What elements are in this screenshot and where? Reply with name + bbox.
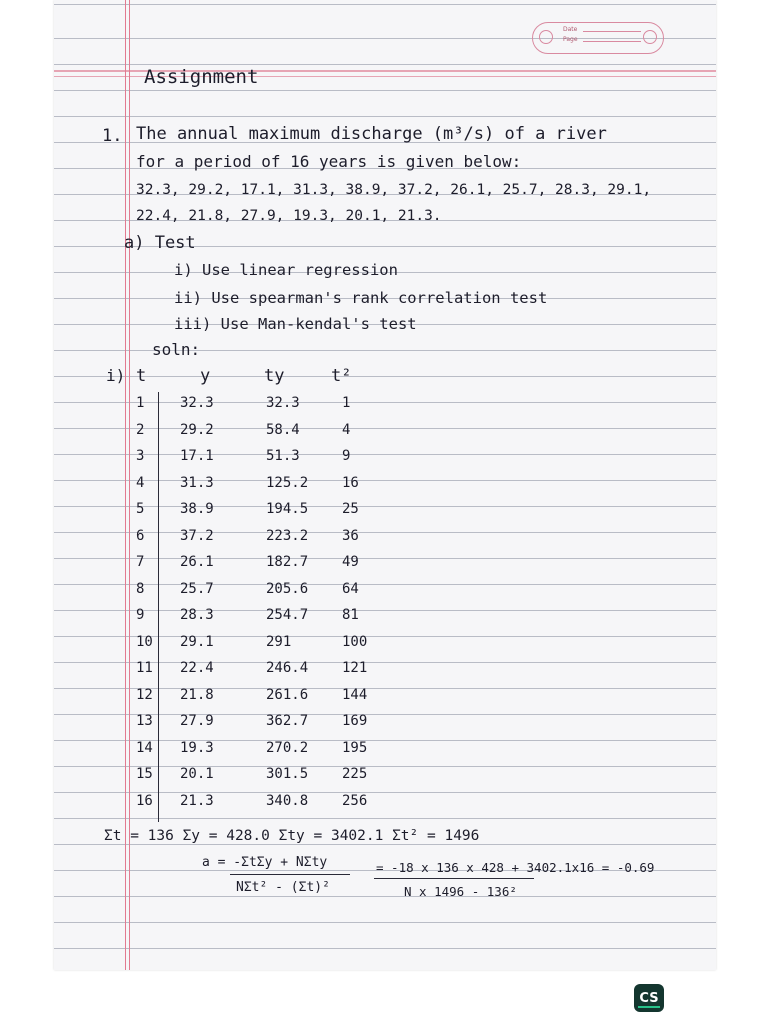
cell-t2: 169 [342, 713, 368, 729]
cell-t: 14 [136, 739, 153, 756]
cell-t: 3 [136, 448, 145, 464]
page-label: Page [563, 36, 578, 43]
cell-y: 19.3 [180, 739, 214, 756]
cell-t: 1 [136, 395, 145, 411]
cell-y: 37.2 [180, 527, 214, 544]
subitem: iii) Use Man-kendal's test [174, 315, 417, 333]
cell-y: 27.9 [180, 713, 214, 729]
cell-ty: 182.7 [266, 554, 309, 570]
cell-ty: 270.2 [266, 739, 309, 756]
cell-t2: 121 [342, 660, 368, 676]
cell-t2: 1 [342, 395, 351, 411]
data-values-line: 32.3, 29.2, 17.1, 31.3, 38.9, 37.2, 26.1, 25.7, 28.3, 29.1, [136, 182, 652, 198]
cell-ty: 246.4 [266, 660, 309, 676]
cell-t: 9 [136, 607, 145, 623]
calculation-numerator: = -18 x 136 x 428 + 3402.1x16 = -0.69 [376, 860, 655, 875]
cell-t: 10 [136, 633, 153, 650]
swirl-icon [643, 30, 657, 44]
cell-y: 31.3 [180, 474, 214, 491]
table-divider [158, 392, 159, 822]
cell-ty: 32.3 [266, 395, 300, 411]
date-label: Date [563, 26, 578, 33]
cell-t2: 64 [342, 580, 359, 597]
solution-part-number: i) [106, 366, 126, 385]
cell-ty: 261.6 [266, 686, 309, 703]
fraction-bar [230, 874, 350, 875]
cell-t2: 256 [342, 792, 368, 809]
cell-t2: 16 [342, 474, 359, 491]
cell-t2: 195 [342, 739, 368, 756]
cell-y: 17.1 [180, 448, 214, 464]
cell-ty: 194.5 [266, 501, 309, 517]
cell-t2: 36 [342, 527, 359, 544]
cell-ty: 340.8 [266, 792, 309, 809]
cell-t2: 100 [342, 633, 368, 650]
cell-t2: 25 [342, 501, 359, 517]
cell-ty: 362.7 [266, 713, 309, 729]
margin-line-inner [129, 0, 130, 970]
cell-ty: 254.7 [266, 607, 309, 623]
cell-t2: 225 [342, 766, 368, 782]
question-text-line: The annual maximum discharge (m³/s) of a river [136, 124, 607, 144]
date-line [583, 31, 641, 32]
column-header-t2: t² [331, 366, 352, 386]
column-header-ty: ty [264, 366, 285, 386]
sums-line: Σt = 136 Σy = 428.0 Σty = 3402.1 Σt² = 1496 [104, 828, 480, 844]
subitem: ii) Use spearman's rank correlation test [174, 289, 548, 307]
page-line [583, 41, 641, 42]
cell-ty: 125.2 [266, 474, 309, 491]
cell-y: 28.3 [180, 607, 214, 623]
cell-y: 22.4 [180, 660, 214, 676]
cell-y: 21.3 [180, 792, 214, 809]
cell-ty: 291 [266, 633, 292, 650]
cell-ty: 58.4 [266, 421, 300, 438]
cell-t: 15 [136, 766, 153, 782]
date-page-box [532, 22, 664, 54]
margin-line [125, 0, 126, 970]
cell-t: 16 [136, 792, 153, 809]
cell-t: 11 [136, 660, 153, 676]
cell-y: 20.1 [180, 766, 214, 782]
column-header-t: t [136, 366, 147, 386]
cell-y: 29.1 [180, 633, 214, 650]
cell-ty: 301.5 [266, 766, 309, 782]
page-title: Assignment [144, 66, 259, 88]
column-header-y: y [200, 366, 211, 386]
solution-label: soln: [152, 340, 201, 359]
cell-t: 2 [136, 421, 145, 438]
cell-y: 38.9 [180, 501, 214, 517]
question-text-line: for a period of 16 years is given below: [136, 152, 522, 171]
cell-t: 4 [136, 474, 145, 491]
cell-t2: 49 [342, 554, 359, 570]
cell-t: 12 [136, 686, 153, 703]
cell-t: 7 [136, 554, 145, 570]
calculation-denominator: N x 1496 - 136² [404, 884, 517, 899]
fraction-bar [374, 878, 534, 879]
formula-numerator: a = -ΣtΣy + NΣty [202, 855, 328, 870]
cell-t: 5 [136, 501, 145, 517]
cell-ty: 205.6 [266, 580, 309, 597]
cell-ty: 51.3 [266, 448, 300, 464]
cell-t: 13 [136, 713, 153, 729]
cell-y: 29.2 [180, 421, 214, 438]
cell-ty: 223.2 [266, 527, 309, 544]
cell-t: 8 [136, 580, 145, 597]
cell-t: 6 [136, 527, 145, 544]
camscanner-badge: CS [634, 984, 664, 1012]
notebook-page [54, 0, 716, 970]
swirl-icon [539, 30, 553, 44]
subitem: i) Use linear regression [174, 261, 398, 279]
cell-y: 21.8 [180, 686, 214, 703]
question-number: 1. [102, 126, 123, 146]
cell-t2: 144 [342, 686, 368, 703]
formula-denominator: NΣt² - (Σt)² [236, 880, 330, 895]
cell-t2: 81 [342, 607, 359, 623]
cell-y: 32.3 [180, 395, 214, 411]
cell-y: 25.7 [180, 580, 214, 597]
cell-t2: 9 [342, 448, 351, 464]
part-label: a) Test [124, 233, 196, 253]
cell-t2: 4 [342, 421, 351, 438]
cell-y: 26.1 [180, 554, 214, 570]
data-values-line: 22.4, 21.8, 27.9, 19.3, 20.1, 21.3. [136, 208, 442, 224]
